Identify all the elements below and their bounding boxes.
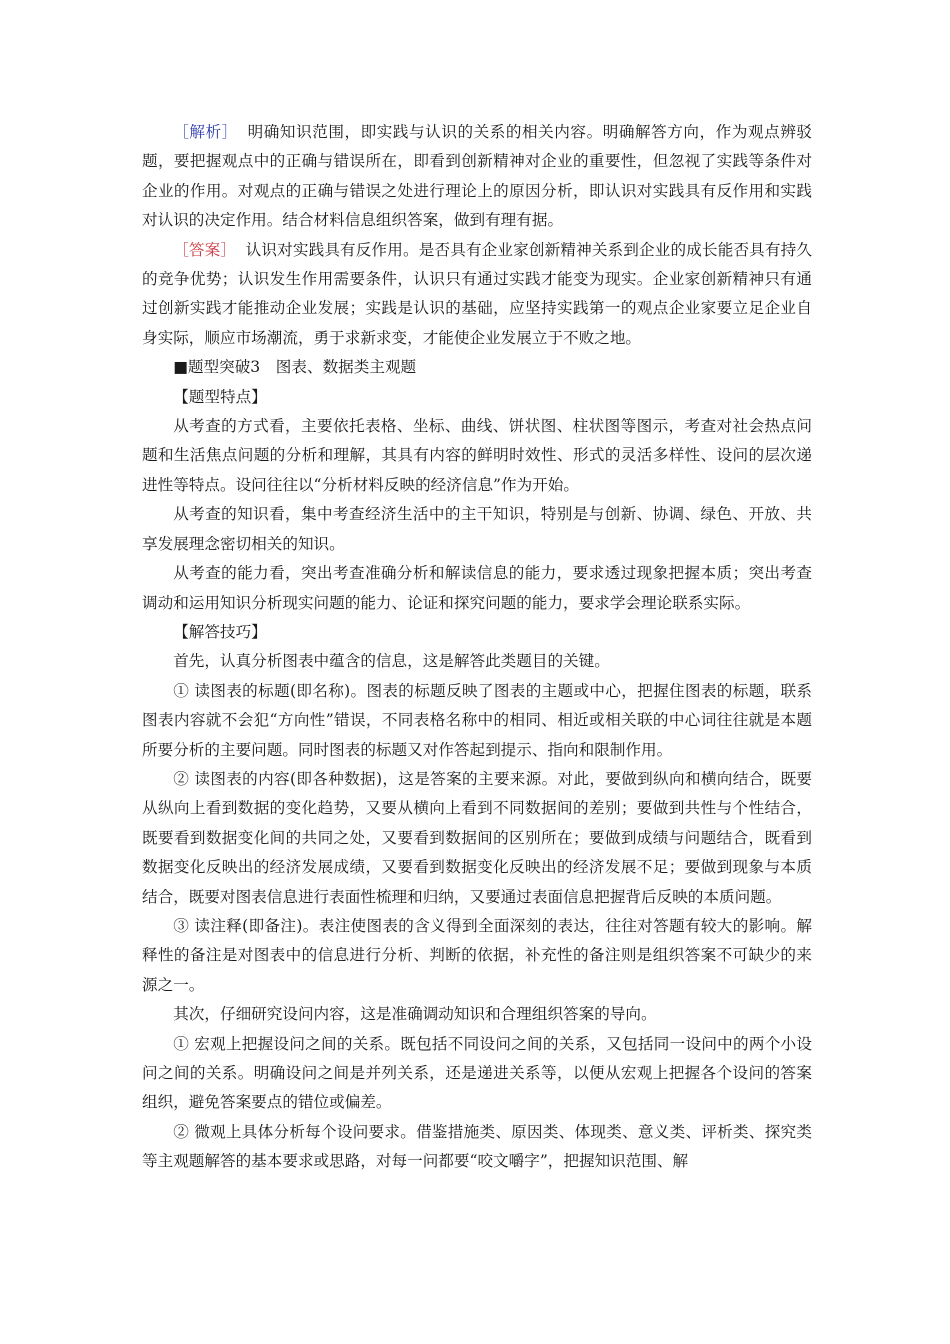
analysis-tag: ［解析］ (173, 123, 238, 141)
techniques-paragraph: 其次，仔细研究设问内容，这是准确调动知识和合理组织答案的导向。 (173, 1005, 657, 1024)
features-paragraph: 从考查的知识看，集中考查经济生活中的主干知识，特别是与创新、协调、绿色、开放、共享发展理念密切相关的知识。 (142, 505, 812, 553)
analysis-paragraph (142, 118, 812, 236)
answer-paragraph (142, 236, 812, 354)
document-page (142, 118, 812, 1177)
features-heading: 【题型特点】 (173, 387, 267, 406)
analysis-text: 明确知识范围，即实践与认识的关系的相关内容。明确解答方向，作为观点辨驳题，要把握观点中的正确与错误所在，即看到创新精神对企业的重要性，但忽视了实践等条件对企业的作用。对观点的正确与错误之处进行理论上的原因分析，即认识对实践具有反作用和实践对认识的决定作用。结合材料信息组织答案，做到有理有据。 (142, 123, 812, 230)
techniques-paragraph: ② 微观上具体分析每个设问要求。借鉴措施类、原因类、体现类、意义类、评析类、探究类等主观题解答的基本要求或思路，对每一问都要“咬文嚼字”，把握知识范围、解 (142, 1122, 812, 1171)
section-title: ■题型突破3 图表、数据类主观题 (173, 358, 417, 377)
techniques-paragraph: ② 读图表的内容(即各种数据)，这是答案的主要来源。对此，要做到纵向和横向结合，既要从纵向上看到数据的变化趋势，又要从横向上看到不同数据间的差别；要做到共性与个性结合，既要看到数据变化间的共同之处，又要看到数据间的区别所在；要做到成绩与问题结合，既看到数据变化反映出的经济发展成绩，又要看到数据变化反映出的经济发展不足；要做到现象与本质结合，既要对图表信息进行表面性梳理和归纳，又要通过表面信息把握背后反映的本质问题。 (142, 769, 812, 906)
features-paragraph: 从考查的能力看，突出考查准确分析和解读信息的能力，要求透过现象把握本质；突出考查调动和运用知识分析现实问题的能力、论证和探究问题的能力，要求学会理论联系实际。 (142, 564, 812, 612)
techniques-heading: 【解答技巧】 (173, 622, 267, 641)
answer-tag: ［答案］ (173, 240, 237, 259)
features-paragraph: 从考查的方式看，主要依托表格、坐标、曲线、饼状图、柱状图等图示，考查对社会热点问题和生活焦点问题的分析和理解，其具有内容的鲜明时效性、形式的灵活多样性、设问的层次递进性等特点。设问往往以“分析材料反映的经济信息”作为开始。 (142, 417, 812, 494)
techniques-paragraph: ① 读图表的标题(即名称)。图表的标题反映了图表的主题或中心，把握住图表的标题，联系图表内容就不会犯“方向性”错误，不同表格名称中的相同、相近或相关联的中心词往往就是本题所要分析的主要问题。同时图表的标题又对作答起到提示、指向和限制作用。 (142, 681, 812, 759)
techniques-paragraph: 首先，认真分析图表中蕴含的信息，这是解答此类题目的关键。 (173, 652, 610, 671)
techniques-paragraph: ③ 读注释(即备注)。表注使图表的含义得到全面深刻的表达，往往对答题有较大的影响。解释性的备注是对图表中的信息进行分析、判断的依据，补充性的备注则是组织答案不可缺少的来源之一。 (142, 916, 812, 994)
answer-text: 认识对实践具有反作用。是否具有企业家创新精神关系到企业的成长能否具有持久的竞争优势；认识发生作用需要条件，认识只有通过实践才能变为现实。企业家创新精神只有通过创新实践才能推动企业发展；实践是认识的基础，应坚持实践第一的观点企业家要立足企业自身实际，顺应市场潮流，勇于求新求变，才能使企业发展立于不败之地。 (142, 240, 812, 347)
techniques-paragraph: ① 宏观上把握设问之间的关系。既包括不同设问之间的关系，又包括同一设问中的两个小设问之间的关系。明确设问之间是并列关系，还是递进关系等，以便从宏观上把握各个设问的答案组织，避免答案要点的错位或偏差。 (142, 1034, 812, 1112)
